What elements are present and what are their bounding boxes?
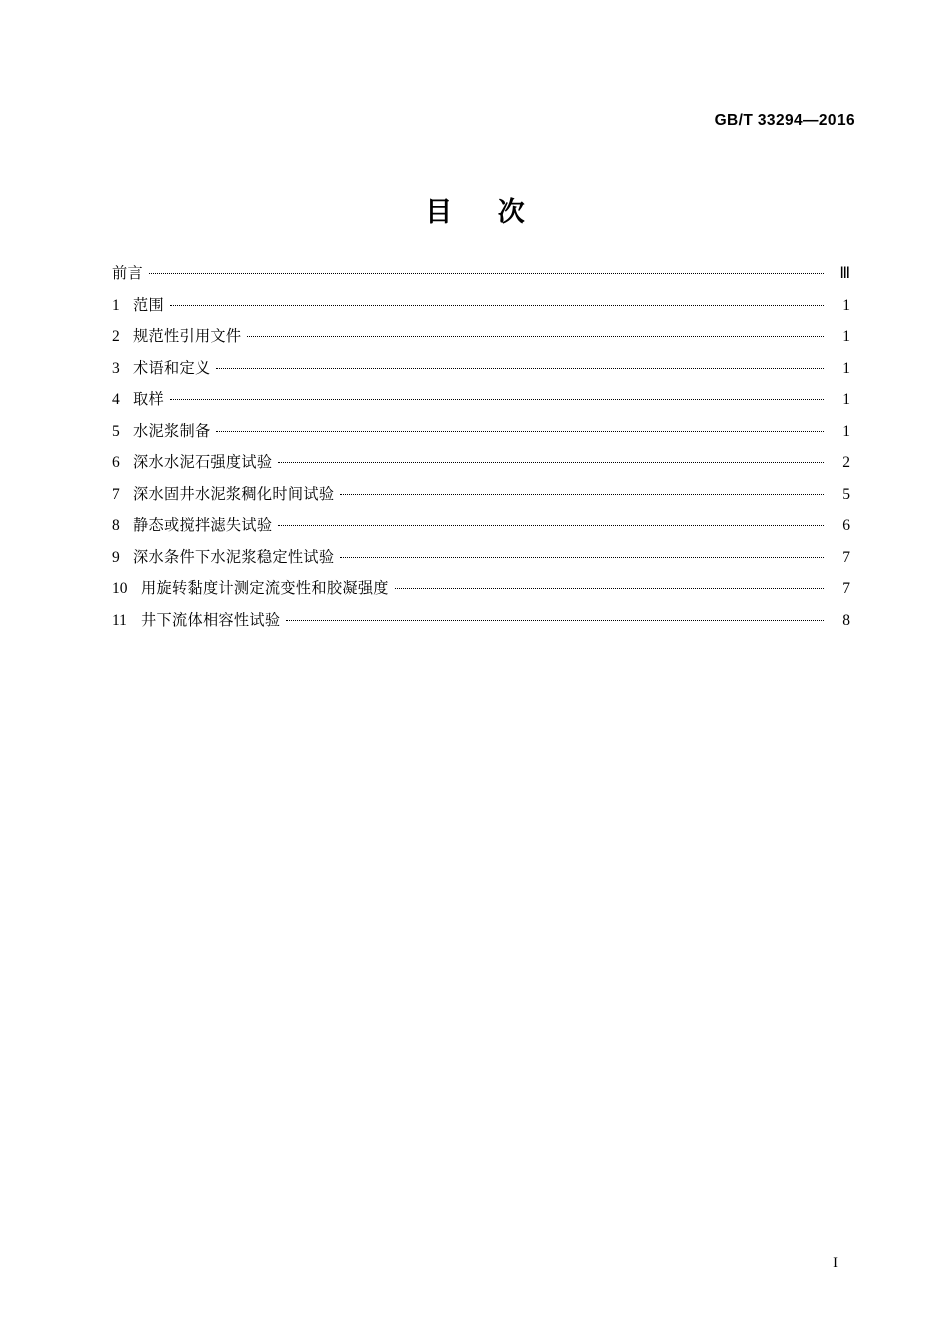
page-title: 目 次	[425, 197, 543, 228]
toc-entry[interactable]	[112, 514, 850, 546]
toc-entry-page: 1	[842, 296, 850, 314]
toc-entry[interactable]	[112, 294, 850, 326]
toc-entry-number: 9	[112, 548, 120, 566]
toc-leader-dots	[278, 453, 824, 467]
toc-entry[interactable]	[112, 577, 850, 609]
toc-entry-page: 7	[842, 580, 850, 597]
toc-leader-dots	[216, 422, 824, 436]
toc-entry-number: 3	[112, 359, 120, 377]
toc-entry-label: 深水水泥石强度试验	[133, 453, 273, 471]
toc-entry-page: 8	[842, 611, 850, 629]
toc-entry-number: 7	[112, 485, 120, 503]
toc-entry-page: Ⅲ	[839, 265, 850, 282]
toc-entry-label: 前言	[112, 264, 143, 282]
toc-entry-page: 2	[842, 454, 850, 471]
standard-number: GB/T 33294—2016	[714, 112, 855, 129]
toc-entry-page: 7	[842, 548, 850, 566]
toc-leader-dots	[395, 579, 824, 593]
toc-entry-page: 1	[842, 328, 850, 345]
toc-leader-dots	[247, 327, 824, 341]
toc-leader-dots	[149, 264, 824, 278]
toc-entry-page: 6	[842, 517, 850, 534]
toc-entry-label: 静态或搅拌滤失试验	[133, 516, 273, 534]
toc-entry-number: 4	[112, 391, 120, 408]
toc-leader-dots	[216, 359, 824, 373]
table-of-contents	[112, 262, 850, 640]
toc-entry-number: 1	[112, 296, 120, 314]
toc-entry-page: 5	[842, 485, 850, 503]
toc-entry-label: 深水条件下水泥浆稳定性试验	[133, 547, 335, 566]
toc-entry-number: 8	[112, 517, 120, 534]
toc-entry[interactable]	[112, 483, 850, 515]
toc-entry-label: 井下流体相容性试验	[141, 610, 281, 629]
toc-entry-number: 6	[112, 454, 120, 471]
toc-entry[interactable]	[112, 325, 850, 357]
toc-entry-page: 1	[842, 391, 850, 408]
toc-entry-label: 用旋转黏度计测定流变性和胶凝强度	[141, 579, 389, 597]
toc-entry-label: 规范性引用文件	[133, 327, 242, 345]
toc-entry-label: 范围	[133, 295, 164, 314]
toc-leader-dots	[340, 485, 824, 499]
toc-entry-label: 水泥浆制备	[133, 421, 211, 440]
toc-entry[interactable]	[112, 451, 850, 483]
toc-entry-page: 1	[842, 359, 850, 377]
toc-entry-label: 深水固井水泥浆稠化时间试验	[133, 484, 335, 503]
page-number: I	[833, 1255, 838, 1271]
toc-entry-number: 5	[112, 422, 120, 440]
toc-leader-dots	[170, 296, 824, 310]
toc-entry-number: 2	[112, 328, 120, 345]
toc-entry[interactable]	[112, 420, 850, 452]
toc-leader-dots	[340, 548, 824, 562]
toc-leader-dots	[170, 390, 824, 404]
toc-entry-page: 1	[842, 422, 850, 440]
toc-leader-dots	[278, 516, 824, 530]
toc-entry-number: 11	[112, 611, 127, 629]
toc-entry[interactable]	[112, 609, 850, 641]
toc-entry-number: 10	[112, 580, 128, 597]
toc-entry[interactable]	[112, 262, 850, 294]
toc-leader-dots	[286, 611, 824, 625]
toc-entry-label: 取样	[133, 390, 164, 408]
toc-entry[interactable]	[112, 357, 850, 389]
toc-entry-label: 术语和定义	[133, 358, 211, 377]
toc-entry[interactable]	[112, 388, 850, 420]
toc-entry[interactable]	[112, 546, 850, 578]
